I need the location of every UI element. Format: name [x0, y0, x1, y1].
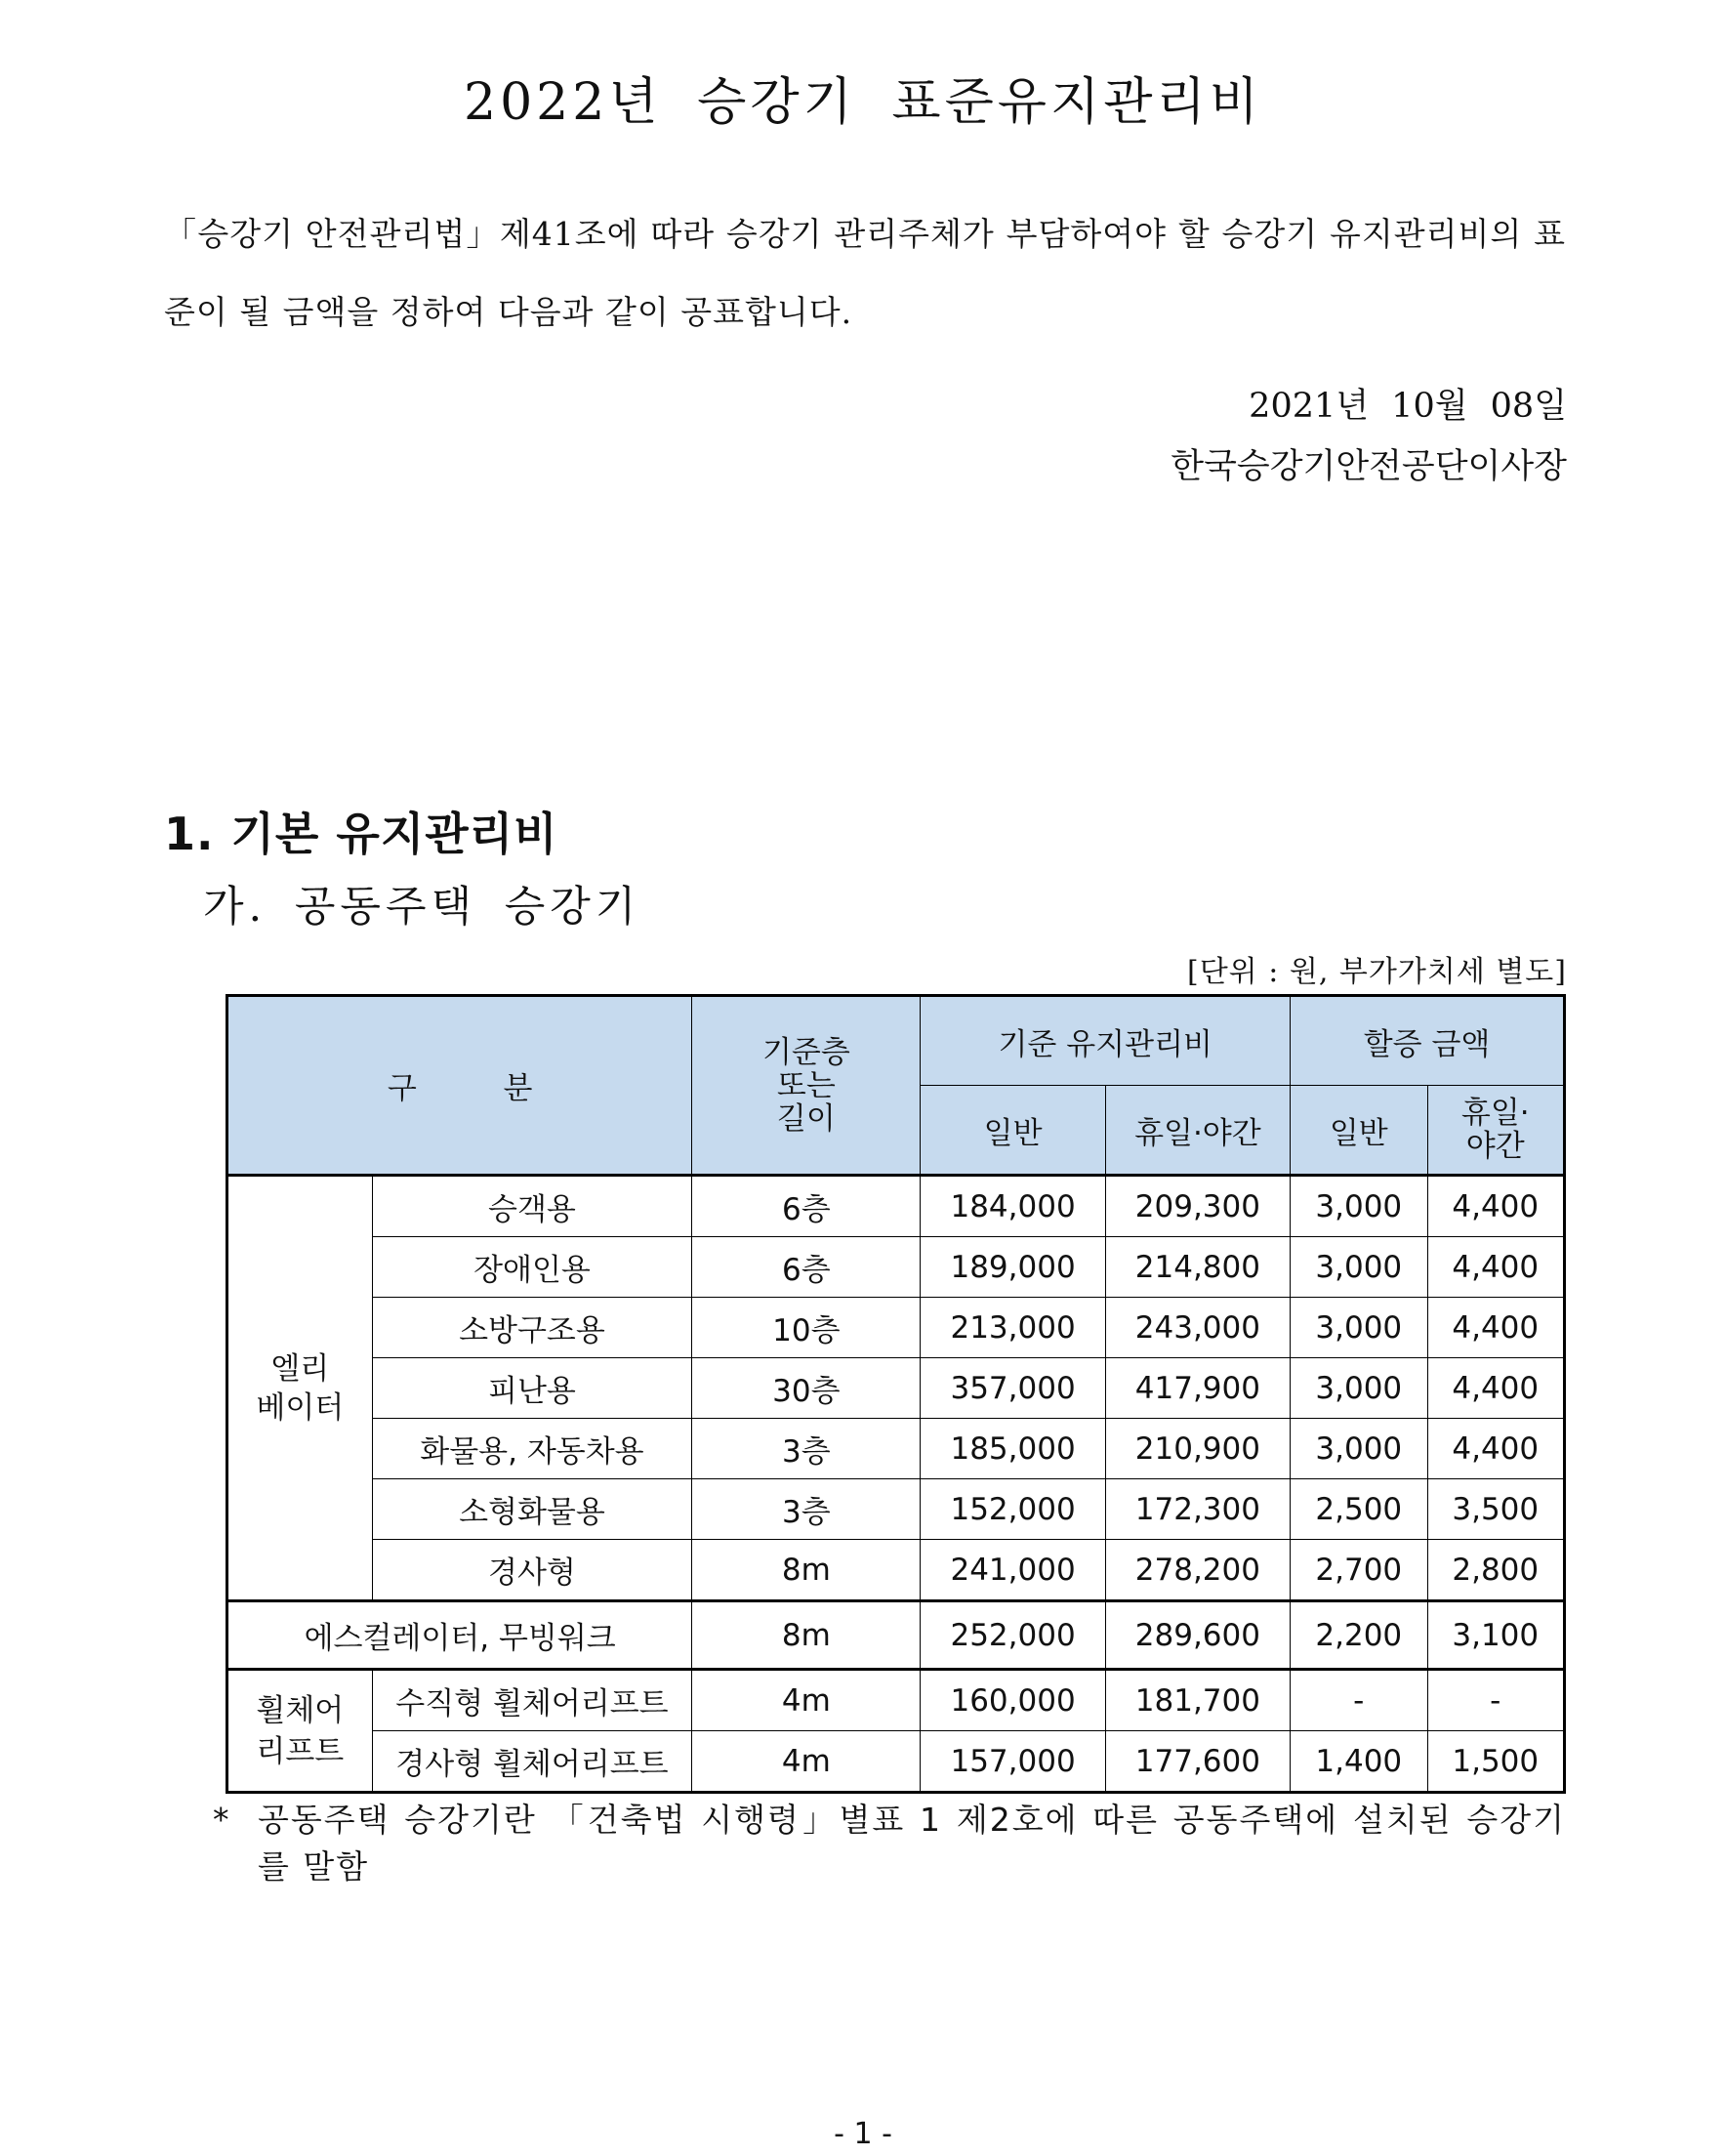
- row-base-regular: 357,000: [921, 1358, 1105, 1419]
- table-row: [227, 1670, 1565, 1731]
- row-name: 경사형 휠체어리프트: [372, 1731, 692, 1793]
- document-title: 2022년 승강기 표준유지관리비: [464, 73, 1262, 132]
- row-floors: 4m: [692, 1670, 921, 1731]
- row-sur-regular: 3,000: [1291, 1298, 1427, 1358]
- row-floors: 10층: [692, 1298, 921, 1358]
- row-sur-regular: 3,000: [1291, 1358, 1427, 1419]
- table-row: [227, 1540, 1565, 1601]
- table-row: [227, 1358, 1565, 1419]
- row-floors: 3층: [692, 1479, 921, 1540]
- row-sur-regular: 2,500: [1291, 1479, 1427, 1540]
- row-floors: 30층: [692, 1358, 921, 1419]
- group-elevator: 엘리 베이터: [227, 1176, 373, 1601]
- row-base-regular: 213,000: [921, 1298, 1105, 1358]
- row-sur-holiday: 4,400: [1427, 1237, 1565, 1298]
- header-category: 구 분: [227, 996, 692, 1176]
- row-base-holiday: 214,800: [1105, 1237, 1290, 1298]
- row-name: 소형화물용: [372, 1479, 692, 1540]
- header-surcharge: 할증 금액: [1291, 996, 1565, 1086]
- row-name: 경사형: [372, 1540, 692, 1601]
- footnote-text: 공동주택 승강기란 「건축법 시행령」별표 1 제2호에 따른 공동주택에 설치된 승강기를 말함: [258, 1801, 1566, 1886]
- row-floors: 6층: [692, 1176, 921, 1237]
- row-sur-holiday: 3,100: [1427, 1601, 1565, 1670]
- row-sur-holiday: 2,800: [1427, 1540, 1565, 1601]
- section-subheading: 가. 공동주택 승강기: [203, 883, 641, 932]
- header-base-holiday: 휴일·야간: [1105, 1086, 1290, 1176]
- table-row: [227, 1601, 1565, 1670]
- table-row: [227, 1419, 1565, 1479]
- row-base-holiday: 417,900: [1105, 1358, 1290, 1419]
- row-base-holiday: 278,200: [1105, 1540, 1290, 1601]
- row-floors: 6층: [692, 1237, 921, 1298]
- row-sur-holiday: 1,500: [1427, 1731, 1565, 1793]
- row-name: 수직형 휠체어리프트: [372, 1670, 692, 1731]
- row-base-regular: 252,000: [921, 1601, 1105, 1670]
- row-floors: 3층: [692, 1419, 921, 1479]
- header-base-regular: 일반: [921, 1086, 1105, 1176]
- row-base-holiday: 243,000: [1105, 1298, 1290, 1358]
- fee-table: [226, 994, 1566, 1794]
- row-sur-regular: 3,000: [1291, 1176, 1427, 1237]
- issuer: 한국승강기안전공단이사장: [1171, 447, 1567, 486]
- header-floors: 기준층 또는 길이: [692, 996, 921, 1176]
- row-base-regular: 184,000: [921, 1176, 1105, 1237]
- header-sur-regular: 일반: [1291, 1086, 1427, 1176]
- row-base-holiday: 181,700: [1105, 1670, 1290, 1731]
- table-row: [227, 1176, 1565, 1237]
- row-sur-holiday: 4,400: [1427, 1298, 1565, 1358]
- row-name: 소방구조용: [372, 1298, 692, 1358]
- footnote: [213, 1797, 1566, 1890]
- row-sur-regular: 3,000: [1291, 1419, 1427, 1479]
- row-base-holiday: 210,900: [1105, 1419, 1290, 1479]
- unit-note: [단위 : 원, 부가가치세 별도]: [1187, 955, 1567, 989]
- row-base-regular: 241,000: [921, 1540, 1105, 1601]
- row-floors: 4m: [692, 1731, 921, 1793]
- page-number: - 1 -: [834, 2117, 892, 2151]
- row-sur-holiday: -: [1427, 1670, 1565, 1731]
- row-base-regular: 189,000: [921, 1237, 1105, 1298]
- row-base-regular: 157,000: [921, 1731, 1105, 1793]
- row-name: 화물용, 자동차용: [372, 1419, 692, 1479]
- table-row: [227, 1237, 1565, 1298]
- row-sur-holiday: 3,500: [1427, 1479, 1565, 1540]
- row-base-regular: 160,000: [921, 1670, 1105, 1731]
- table-row: [227, 1479, 1565, 1540]
- row-base-holiday: 177,600: [1105, 1731, 1290, 1793]
- row-sur-regular: 1,400: [1291, 1731, 1427, 1793]
- row-sur-regular: 2,700: [1291, 1540, 1427, 1601]
- table-row: [227, 1298, 1565, 1358]
- row-name: 피난용: [372, 1358, 692, 1419]
- header-sur-holiday: 휴일· 야간: [1427, 1086, 1565, 1176]
- announcement-date: 2021년 10월 08일: [1249, 387, 1567, 426]
- row-base-holiday: 172,300: [1105, 1479, 1290, 1540]
- row-sur-holiday: 4,400: [1427, 1358, 1565, 1419]
- row-sur-regular: -: [1291, 1670, 1427, 1731]
- group-escalator: 에스컬레이터, 무빙워크: [227, 1601, 692, 1670]
- section-heading: 1. 기본 유지관리비: [164, 808, 558, 860]
- row-base-regular: 185,000: [921, 1419, 1105, 1479]
- row-floors: 8m: [692, 1601, 921, 1670]
- header-base-fee: 기준 유지관리비: [921, 996, 1291, 1086]
- row-sur-regular: 2,200: [1291, 1601, 1427, 1670]
- group-wheelchair-lift: 휠체어 리프트: [227, 1670, 373, 1793]
- row-floors: 8m: [692, 1540, 921, 1601]
- row-sur-regular: 3,000: [1291, 1237, 1427, 1298]
- row-sur-holiday: 4,400: [1427, 1176, 1565, 1237]
- row-name: 승객용: [372, 1176, 692, 1237]
- intro-paragraph: 「승강기 안전관리법」제41조에 따라 승강기 관리주체가 부담하여야 할 승강기 유지관리비의 표준이 될 금액을 정하여 다음과 같이 공표합니다.: [164, 215, 1566, 331]
- row-name: 장애인용: [372, 1237, 692, 1298]
- footnote-mark: *: [213, 1801, 229, 1839]
- row-base-holiday: 289,600: [1105, 1601, 1290, 1670]
- table-row: [227, 1731, 1565, 1793]
- row-base-holiday: 209,300: [1105, 1176, 1290, 1237]
- row-base-regular: 152,000: [921, 1479, 1105, 1540]
- row-sur-holiday: 4,400: [1427, 1419, 1565, 1479]
